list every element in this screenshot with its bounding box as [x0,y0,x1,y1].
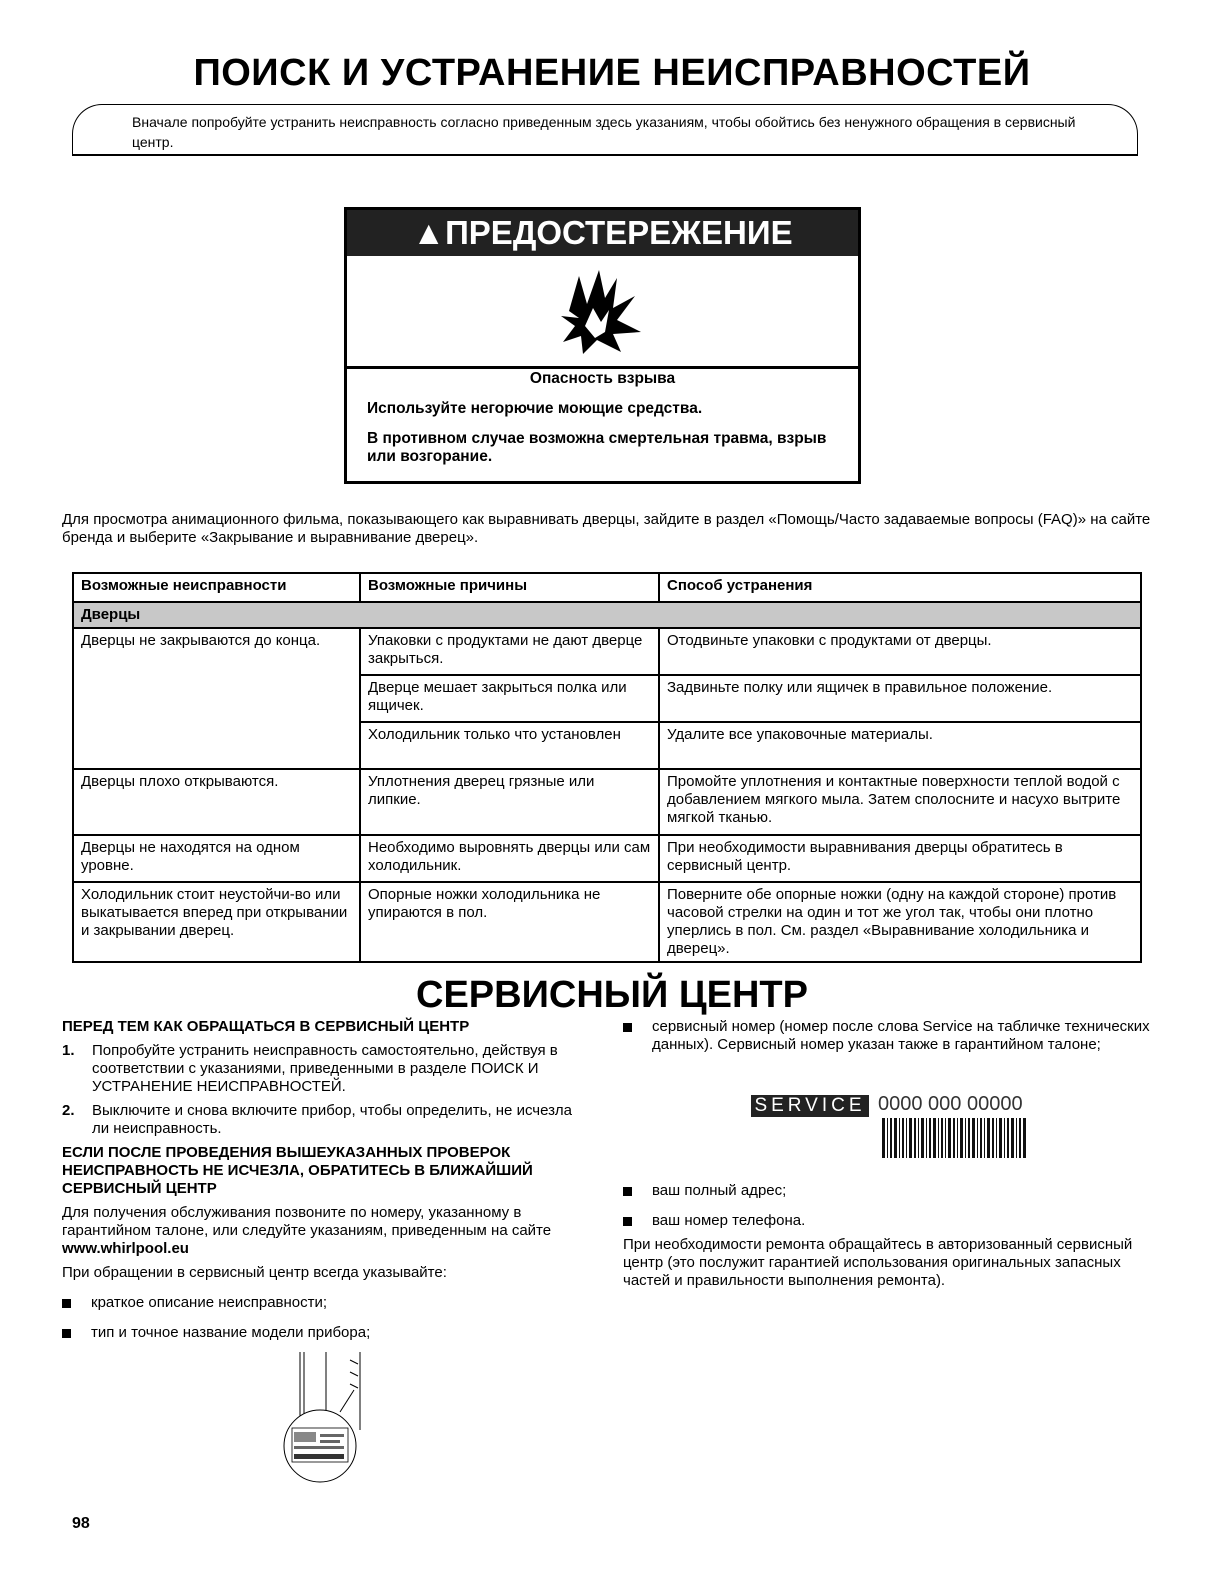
table-section: Дверцы [73,602,1141,628]
warning-line2: В противном случае возможна смертельная травма, взрыв или возгорание. [367,430,827,465]
warning-triangle-icon: ▲ [412,214,446,251]
table-cell: Отодвиньте упаковки с продуктами от дверцы. [659,628,1141,675]
table-cell: Дверцы не закрываются до конца. [73,628,360,769]
table-cell: Удалите все упаковочные материалы. [659,722,1141,769]
table-header: Возможные причины [360,573,659,602]
service-title: СЕРВИСНЫЙ ЦЕНТР [416,974,808,1016]
table-cell: Холодильник только что установлен [360,722,659,769]
before-heading: ПЕРЕД ТЕМ КАК ОБРАЩАТЬСЯ В СЕРВИСНЫЙ ЦЕНТР [62,1018,470,1035]
table-cell: Опорные ножки холодильника не упираются в пол. [360,882,659,962]
table-cell: Поверните обе опорные ножки (одну на каждой стороне) против часовой стрелки на один и тот же угол так, чтобы они плотно уперлись в пол. См. раздел «Выравнивание холодильника и дверец». [659,882,1141,962]
table-cell: Необходимо выровнять дверцы или сам холодильник. [360,835,659,882]
table-cell: Уплотнения дверец грязные или липкие. [360,769,659,835]
intro-text: Вначале попробуйте устранить неисправность согласно приведенным здесь указаниям, чтобы обойтись без ненужного обращения в сервисный центр. [132,114,1076,150]
list-item [62,1102,592,1138]
bullet-text: сервисный номер (номер после слова Service на табличке технических данных). Сервисный номер указан также в гарантийном талоне; [652,1018,1150,1053]
warning-body [347,370,858,466]
table-cell: Дверце мешает закрыться полка или ящичек. [360,675,659,722]
barcode-icon [882,1118,1026,1158]
list-item [62,1324,592,1342]
call-text: Для получения обслуживания позвоните по номеру, указанному в гарантийном талоне, или следуйте указаниям, приведенным на сайте www.whirlpool.eu [62,1204,552,1257]
table-cell: Дверцы плохо открываются. [73,769,360,835]
warning-line1: Используйте негорючие моющие средства. [367,400,703,417]
table-cell: Упаковки с продуктами не дают дверце закрыться. [360,628,659,675]
bullet-text: ваш полный адрес; [652,1182,787,1199]
table-cell: При необходимости выравнивания дверцы обратитесь в сервисный центр. [659,835,1141,882]
warning-box [344,207,861,484]
warning-subtitle: Опасность взрыва [529,370,676,387]
always-text: При обращении в сервисный центр всегда указывайте: [62,1264,447,1281]
if-heading: ЕСЛИ ПОСЛЕ ПРОВЕДЕНИЯ ВЫШЕУКАЗАННЫХ ПРОВЕРОК НЕИСПРАВНОСТЬ НЕ ИСЧЕЗЛА, ОБРАТИТЕСЬ В БЛИЖАЙШИЙ СЕРВИСНЫЙ ЦЕНТР [62,1144,533,1197]
warning-header [347,210,858,256]
step-text: Выключите и снова включите прибор, чтобы определить, не исчезла ли неисправность. [92,1102,572,1137]
list-item [623,1018,1153,1054]
bullet-text: ваш номер телефона. [652,1212,806,1229]
bullet-text: тип и точное название модели прибора; [91,1324,371,1341]
step-text: Попробуйте устранить неисправность самостоятельно, действуя в соответствии с указаниями, приведенными в разделе ПОИСК И УСТРАНЕНИЕ НЕИСПРАВНОСТЕЙ. [92,1042,558,1095]
troubleshooting-table [72,572,1142,963]
table-header: Возможные неисправности [73,573,360,602]
list-item [623,1182,1153,1200]
page-title: ПОИСК И УСТРАНЕНИЕ НЕИСПРАВНОСТЕЙ [193,52,1031,94]
bullet-text: краткое описание неисправности; [91,1294,328,1311]
explosion-icon [347,256,858,366]
website-link[interactable]: www.whirlpool.eu [62,1240,189,1257]
page-number: 98 [72,1515,90,1532]
warning-heading: ПРЕДОСТЕРЕЖЕНИЕ [445,214,793,251]
service-right-column [623,1018,1153,1054]
table-cell: Дверцы не находятся на одном уровне. [73,835,360,882]
service-right-column-bottom [623,1182,1153,1290]
service-left-column [62,1018,592,1342]
table-header: Способ устранения [659,573,1141,602]
table-cell: Холодильник стоит неустойчи-во или выкатывается вперед при открывании и закрывании дверец. [73,882,360,962]
list-item [62,1042,592,1096]
door-video-note: Для просмотра анимационного фильма, показывающего как выравнивать дверцы, зайдите в раздел «Помощь/Часто задаваемые вопросы (FAQ)» на сайте бренда и выберите «Закрывание и выравнивание дверец». [62,511,1151,546]
service-number: 0000 000 00000 [878,1093,1023,1115]
list-item [623,1212,1153,1230]
table-cell: Задвиньте полку или ящичек в правильное положение. [659,675,1141,722]
step-number: 1. [62,1042,75,1059]
list-item [62,1294,592,1312]
rating-plate-illustration [282,1350,382,1500]
step-number: 2. [62,1102,75,1119]
service-label: SERVICE [751,1095,869,1117]
explosion-picture [347,256,858,369]
table-cell: Промойте уплотнения и контактные поверхности теплой водой с добавлением мягкого мыла. Затем сполосните и насухо вытрите мягкой тканью. [659,769,1141,835]
repair-text: При необходимости ремонта обращайтесь в авторизованный сервисный центр (это послужит гарантией использования оригинальных запасных частей и правильности выполнения ремонта). [623,1236,1133,1289]
